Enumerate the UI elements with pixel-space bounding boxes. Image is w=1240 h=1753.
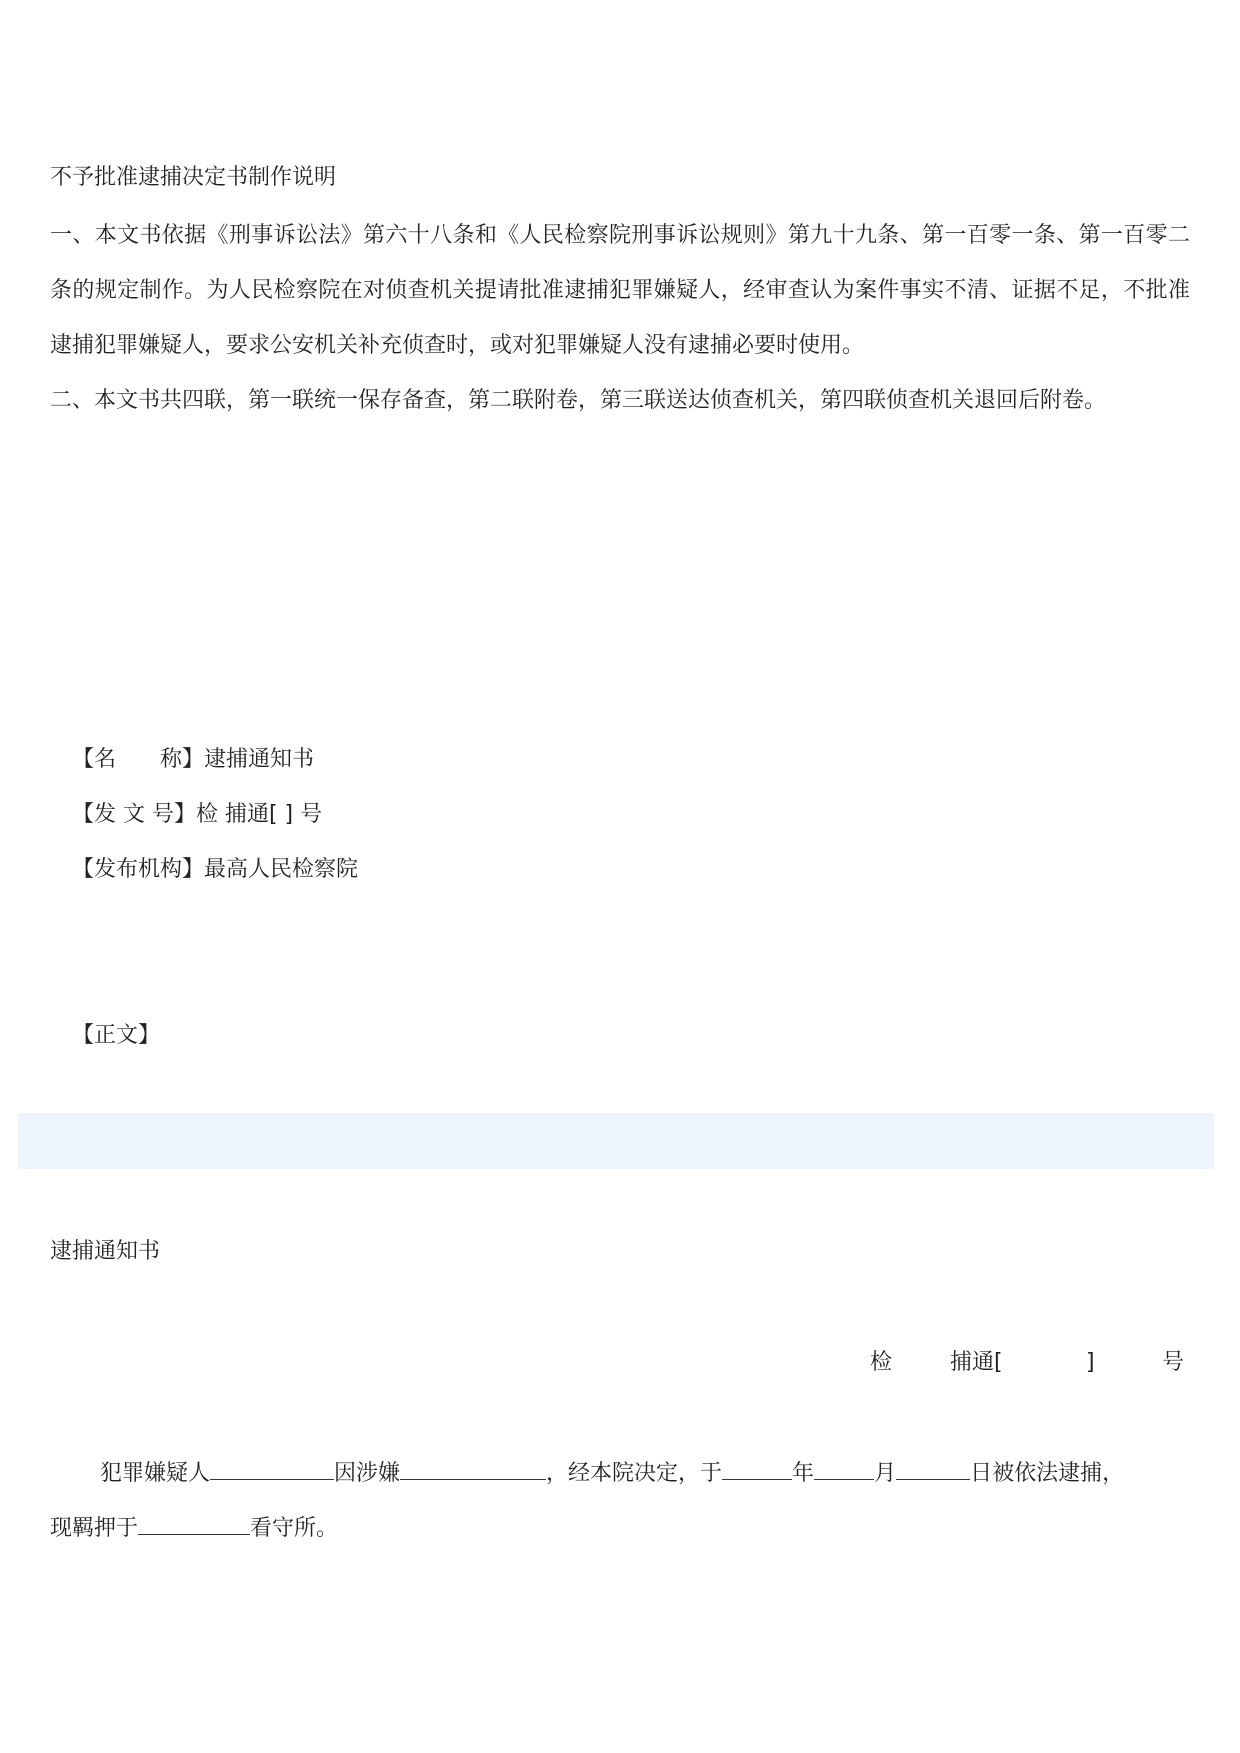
explanation-title: 不予批准逮捕决定书制作说明 bbox=[50, 165, 337, 190]
meta-doc-number: 【发 文 号】检 捕通[ ] 号 bbox=[72, 802, 323, 827]
notice-body bbox=[50, 1446, 1190, 1556]
month-blank[interactable] bbox=[814, 1455, 874, 1480]
notice-line-2 bbox=[50, 1501, 1190, 1556]
suspect-name-blank[interactable] bbox=[210, 1455, 334, 1480]
notice-text: 现羁押于 bbox=[50, 1516, 139, 1541]
day-blank[interactable] bbox=[896, 1455, 970, 1480]
explanation-paragraph-1: 一、本文书依据《刑事诉讼法》第六十八条和《人民检察院刑事诉讼规则》第九十九条、第一百零一条、第一百零二条的规定制作。为人民检察院在对侦查机关提请批准逮捕犯罪嫌疑人，经审查认为案件事实不清、证据不足，不批准逮捕犯罪嫌疑人，要求公安机关补充侦查时，或对犯罪嫌疑人没有逮捕必要时使用。 bbox=[50, 223, 1190, 358]
year-blank[interactable] bbox=[722, 1455, 792, 1480]
notice-line-1 bbox=[50, 1446, 1190, 1501]
notice-text: 日被依法逮捕， bbox=[970, 1461, 1125, 1486]
explanation-paragraph-2: 二、本文书共四联，第一联统一保存备查，第二联附卷，第三联送达侦查机关，第四联侦查机关退回后附卷。 bbox=[50, 388, 1107, 413]
section-divider bbox=[18, 1113, 1214, 1169]
notice-title: 逮捕通知书 bbox=[50, 1239, 161, 1264]
explanation-body bbox=[50, 208, 1190, 428]
notice-text: 犯罪嫌疑人 bbox=[100, 1461, 211, 1486]
detention-center-blank[interactable] bbox=[138, 1510, 250, 1535]
meta-name: 【名 称】逮捕通知书 bbox=[72, 747, 315, 772]
notice-text: 年 bbox=[792, 1461, 815, 1486]
meta-issuer: 【发布机构】最高人民检察院 bbox=[72, 857, 359, 882]
number-part-butong: 捕通[ bbox=[950, 1350, 1003, 1375]
number-part-bracket: ] bbox=[1086, 1350, 1095, 1375]
number-part-jian: 检 bbox=[870, 1350, 893, 1375]
notice-text: 因涉嫌 bbox=[334, 1461, 401, 1486]
body-label: 【正文】 bbox=[72, 1023, 161, 1048]
offense-blank[interactable] bbox=[400, 1455, 546, 1480]
notice-text: ，经本院决定，于 bbox=[546, 1461, 723, 1486]
number-part-hao: 号 bbox=[1162, 1350, 1185, 1375]
notice-text: 月 bbox=[874, 1461, 897, 1486]
notice-text: 看守所。 bbox=[250, 1516, 339, 1541]
